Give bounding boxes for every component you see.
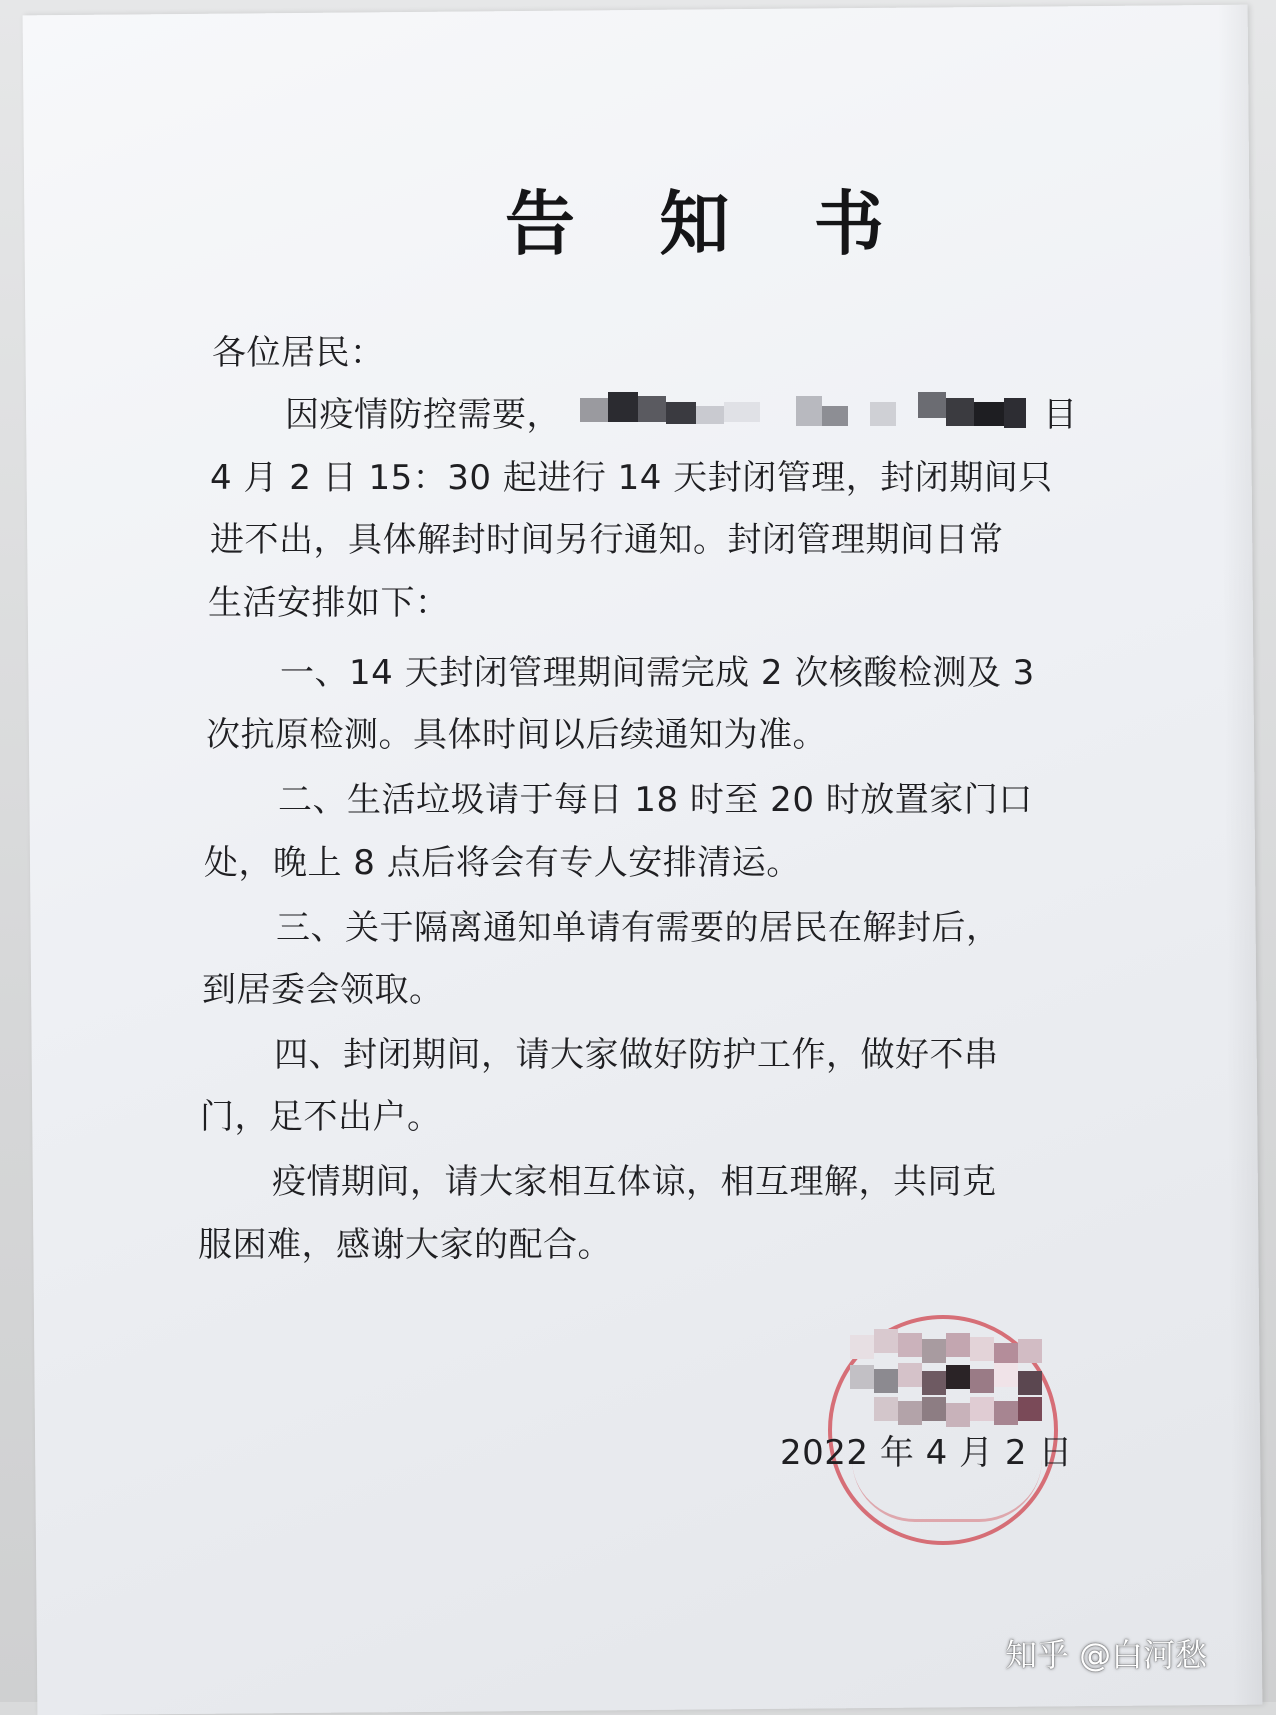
item-one-line-2: 次抗原检测。具体时间以后续通知为准。 bbox=[206, 715, 827, 755]
item-four-line-1: 四、封闭期间，请大家做好防护工作，做好不串 bbox=[274, 1035, 999, 1075]
notice-date: 2022 年 4 月 2 日 bbox=[780, 1433, 1073, 1473]
paragraph-line-3: 进不出，具体解封时间另行通知。封闭管理期间日常 bbox=[210, 520, 1004, 560]
zhihu-watermark: 知乎 @白河愁 bbox=[1005, 1636, 1208, 1674]
salutation: 各位居民： bbox=[212, 333, 385, 373]
item-three-line-1: 三、关于隔离通知单请有需要的居民在解封后， bbox=[276, 908, 1001, 948]
paragraph-line-2: 4 月 2 日 15：30 起进行 14 天封闭管理，封闭期间只 bbox=[210, 458, 1053, 498]
item-two-line-2: 处，晚上 8 点后将会有专人安排清运。 bbox=[204, 843, 801, 883]
paragraph-line-4: 生活安排如下： bbox=[208, 583, 450, 623]
item-three-line-2: 到居委会领取。 bbox=[202, 970, 444, 1010]
item-one-line-1: 一、14 天封闭管理期间需完成 2 次核酸检测及 3 bbox=[280, 653, 1035, 693]
redacted-trailing-glyph: 目 bbox=[1043, 395, 1078, 435]
item-two-line-1: 二、生活垃圾请于每日 18 时至 20 时放置家门口 bbox=[278, 780, 1033, 820]
item-four-line-2: 门，足不出户。 bbox=[200, 1097, 442, 1137]
redacted-area bbox=[580, 392, 1050, 432]
notice-title: 告 知 书 bbox=[505, 183, 914, 265]
closing-line-1: 疫情期间，请大家相互体谅，相互理解，共同克 bbox=[272, 1162, 997, 1202]
paragraph-line-1: 因疫情防控需要， bbox=[285, 395, 561, 435]
seal-mosaic-redaction bbox=[840, 1325, 1080, 1435]
closing-line-2: 服困难，感谢大家的配合。 bbox=[198, 1225, 612, 1265]
